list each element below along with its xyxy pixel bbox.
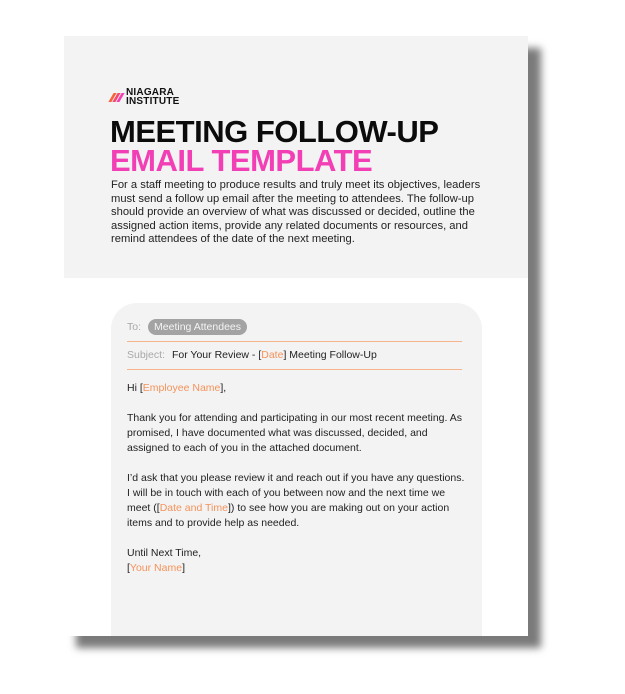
greeting <box>127 381 467 396</box>
greeting-suffix: ], <box>220 382 227 394</box>
logo-line-2: INSTITUTE <box>126 96 180 107</box>
employee-name-placeholder: Employee Name <box>142 382 221 394</box>
document-page <box>64 36 528 636</box>
to-field <box>127 317 462 337</box>
your-name-placeholder: Your Name <box>129 562 183 574</box>
paragraph-1: Thank you for attending and participating in our most recent meeting. As promised, I have documented what was discussed, decided, and assigned to each of you in the attached document. <box>127 412 463 454</box>
recipient-chip: Meeting Attendees <box>148 319 247 335</box>
date-placeholder: Date <box>261 349 284 361</box>
niagara-institute-logo <box>111 88 179 106</box>
title-line-1: MEETING FOLLOW-UP <box>110 114 439 149</box>
date-time-placeholder: Date and Time <box>159 502 228 514</box>
three-slash-bars-icon <box>111 93 122 102</box>
greeting-prefix: Hi [ <box>127 382 143 394</box>
title-line-2: EMAIL TEMPLATE <box>110 143 373 178</box>
divider <box>127 369 462 370</box>
signoff: Until Next Time, <box>127 547 202 559</box>
logo-line-1: NIAGARA <box>126 87 175 98</box>
divider <box>127 341 462 342</box>
to-label: To: <box>127 321 142 333</box>
subject-field <box>127 343 462 367</box>
email-template-card <box>111 303 482 636</box>
signature-prefix: [ <box>127 562 130 574</box>
paragraph-2-prefix: I’d ask that you please review it and reach out if you have any questions. I will be in touch with each of you between now and the next time we meet ([ <box>127 472 465 514</box>
logo-text <box>126 88 179 106</box>
signature <box>127 561 467 576</box>
signature-suffix: ] <box>182 562 185 574</box>
document-header <box>64 36 528 278</box>
subject-prefix: For Your Review - [ <box>171 349 262 361</box>
paragraph-2 <box>127 471 467 531</box>
subject-label: Subject: <box>127 349 165 361</box>
paragraph-2-suffix: ]) to see how you are making out on your action items and to provide help as needed. <box>127 502 450 529</box>
email-body <box>127 381 467 576</box>
intro-paragraph: For a staff meeting to produce results and truly meet its objectives, leaders must send a follow up email after the meeting to attendees. The follow-up should provide an overview of what was discussed or decided, outline the assigned action items, provide any related documents or resources, and remind attendees of the date of the next meeting. <box>111 179 481 246</box>
subject-suffix: ] Meeting Follow-Up <box>283 349 377 361</box>
subject-text <box>172 349 377 361</box>
